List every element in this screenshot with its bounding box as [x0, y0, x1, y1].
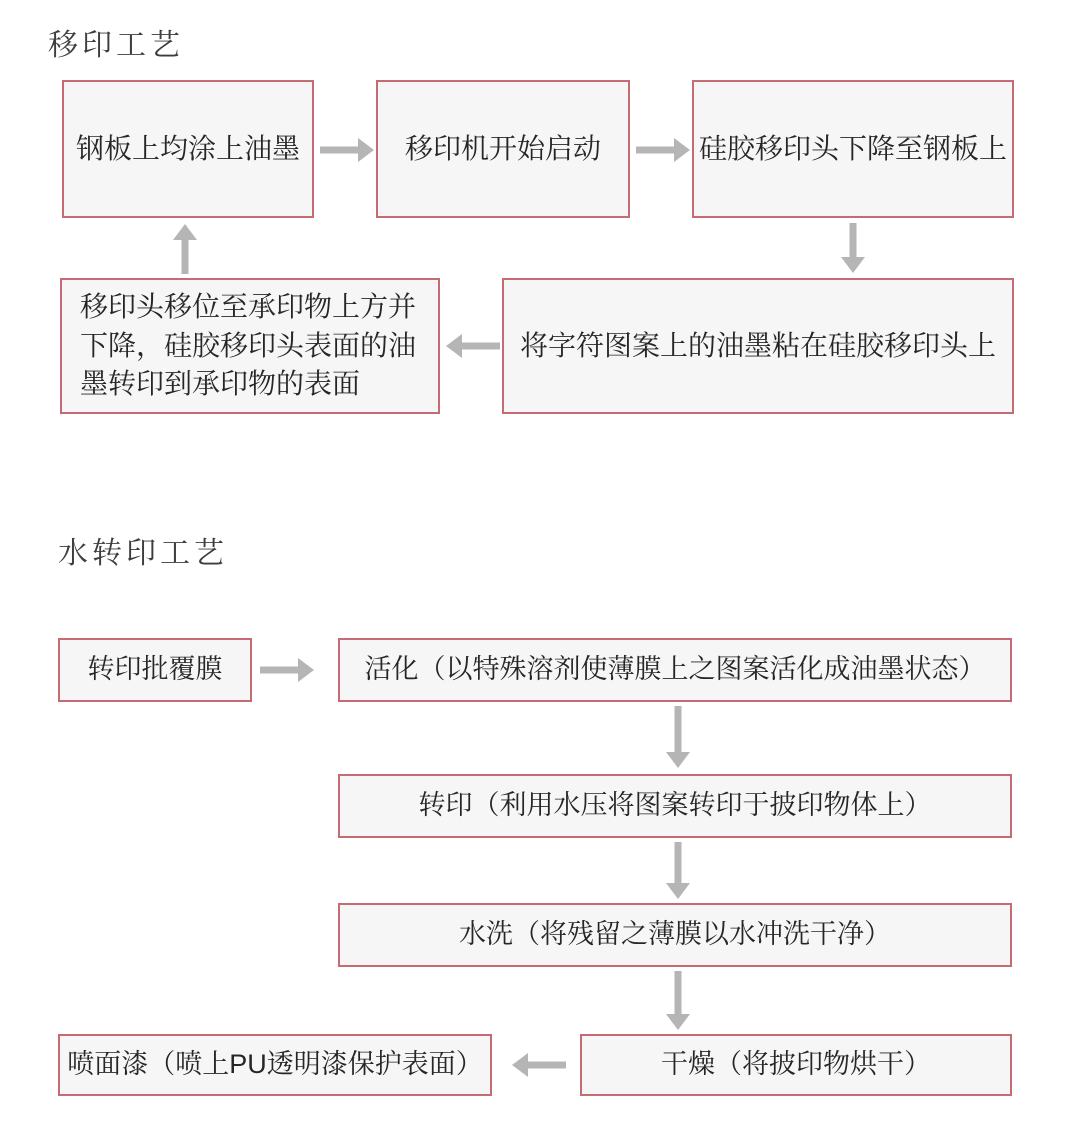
pad-step-transfer-to-substrate-box: 移印头移位至承印物上方并下降，硅胶移印头表面的油墨转印到承印物的表面 — [60, 278, 440, 414]
arrow-down-icon — [840, 223, 866, 273]
water-step-film-box: 转印批覆膜 — [58, 638, 252, 702]
arrow-right-icon — [320, 137, 374, 163]
water-transfer-section-title: 水转印工艺 — [58, 537, 228, 570]
pad-step-ink-pickup-box: 将字符图案上的油墨粘在硅胶移印头上 — [502, 278, 1014, 414]
pad-step-head-descend-box: 硅胶移印头下降至钢板上 — [692, 80, 1014, 218]
arrow-down-icon — [665, 971, 691, 1030]
water-step-activate-box: 活化（以特殊溶剂使薄膜上之图案活化成油墨状态） — [338, 638, 1012, 702]
arrow-up-icon — [172, 222, 198, 274]
arrow-left-icon — [512, 1052, 566, 1078]
pad-printing-section-title: 移印工艺 — [48, 29, 184, 62]
arrow-down-icon — [665, 842, 691, 899]
arrow-left-icon — [446, 333, 500, 359]
arrow-right-icon — [260, 657, 314, 683]
water-step-topcoat-box: 喷面漆（喷上PU透明漆保护表面） — [58, 1034, 492, 1096]
arrow-right-icon — [636, 137, 690, 163]
water-step-wash-box: 水洗（将残留之薄膜以水冲洗干净） — [338, 903, 1012, 967]
pad-step-machine-start-box: 移印机开始启动 — [376, 80, 630, 218]
water-step-dry-box: 干燥（将披印物烘干） — [580, 1034, 1012, 1096]
arrow-down-icon — [665, 706, 691, 768]
pad-step-ink-plate-box: 钢板上均涂上油墨 — [62, 80, 314, 218]
water-step-transfer-box: 转印（利用水压将图案转印于披印物体上） — [338, 774, 1012, 838]
